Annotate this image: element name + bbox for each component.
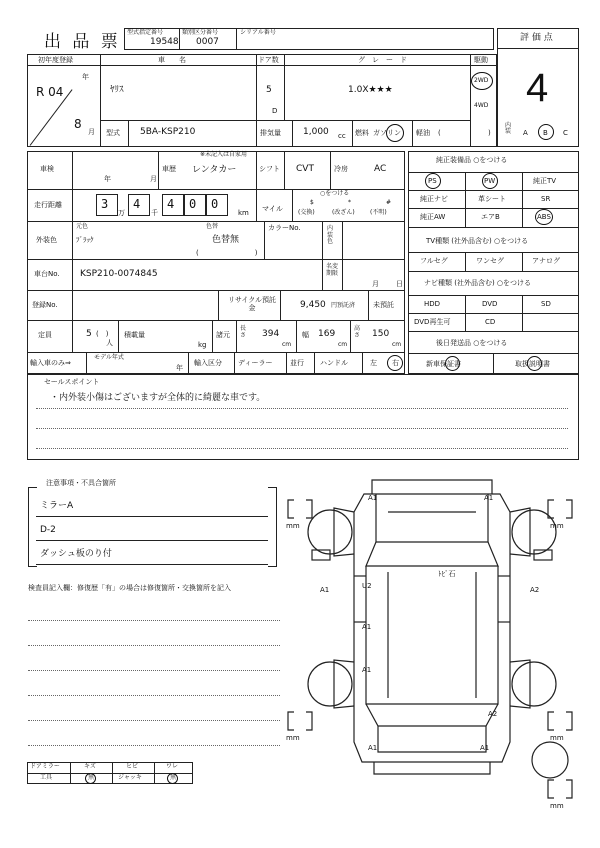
hood <box>376 494 488 542</box>
handle-left: 左 <box>370 359 377 367</box>
navi-title: ナビ種類 (社外品含む) ○をつける <box>424 279 532 287</box>
mile-label: マイル <box>262 205 283 213</box>
interior-grade-c: C <box>563 129 568 137</box>
type-label: 型式 <box>106 129 120 137</box>
tools-value: 無 <box>88 774 95 781</box>
mirror-label: ドアミラー <box>30 763 60 770</box>
genuine-title: 純正装備品 ○をつける <box>436 156 508 164</box>
roof-area <box>366 566 498 704</box>
mark-rear-bumper-l: A1 <box>368 744 378 752</box>
mark-rear-door-l: A1 <box>362 666 372 674</box>
mileage-unit-sen: 千 <box>151 209 158 217</box>
recycle-label: リサイクル預託金 <box>227 296 277 313</box>
mirror-break: ワレ <box>166 763 179 770</box>
mileage-digit-3: 4 <box>167 197 175 211</box>
ac-value: AC <box>374 164 387 174</box>
jack-value: 無 <box>170 774 177 781</box>
type-value: 5BA-KSP210 <box>140 127 196 137</box>
interior-grade-a: A <box>523 129 528 137</box>
mileage-digit-2: 4 <box>133 197 141 211</box>
chassis-value: KSP210-0074845 <box>80 269 158 279</box>
mark-front-fender-l: A1 <box>320 586 330 594</box>
navi-cd: CD <box>485 318 496 326</box>
mark-front-bumper-l: A1 <box>368 494 378 502</box>
name-change-day-unit: 日 <box>396 280 403 288</box>
odometer-note: ○をつける <box>320 190 350 197</box>
length-value: 394 <box>262 329 280 339</box>
light-oil-paren-close: ) <box>488 129 491 137</box>
wheel-fl <box>308 510 352 554</box>
category-label: 類別区分番号 <box>182 29 219 36</box>
import-type-label: 輸入区分 <box>194 359 222 367</box>
history-note: ※未記入は自家用 <box>200 151 248 158</box>
car-name: ﾔﾘｽ <box>110 85 124 95</box>
handle-label: ハンドル <box>320 359 348 367</box>
handle-right-circle <box>387 355 403 371</box>
note-item-1: ミラーA <box>40 501 74 511</box>
displacement-value: 1,000 <box>303 127 329 137</box>
mark-door-l: A1 <box>362 623 372 631</box>
navi-dvd-play: DVD再生可 <box>414 318 451 326</box>
capacity-value: 5 <box>86 329 92 339</box>
odometer-opt-tamper: (改ざん) <box>332 209 355 216</box>
mark-rear-bumper-r: A1 <box>480 744 490 752</box>
length-cm-unit: cm <box>282 341 292 348</box>
drive-2wd: 2WD <box>474 77 489 84</box>
dims-label: 諸元 <box>216 331 230 339</box>
shift-value: CVT <box>296 164 314 174</box>
tv-oneseg: ワンセグ <box>476 257 504 265</box>
drive-2wd-circle <box>471 72 493 90</box>
tv-analog: アナログ <box>532 257 560 265</box>
tire-bracket-fl <box>288 500 312 518</box>
trunk <box>378 726 486 752</box>
width-value: 169 <box>318 329 336 339</box>
mark-windshield: ﾄﾋﾞ石 <box>438 570 456 578</box>
import-label: 輸入車のみ⇒ <box>30 359 71 367</box>
equip-leather: 革シート <box>478 195 506 203</box>
inspection-month-unit: 月 <box>150 175 157 183</box>
grade-value: 1.0X★★★ <box>348 85 393 95</box>
orig-color-value: ﾌﾞﾗｯｸ <box>76 236 94 244</box>
mirror-scratch: キズ <box>84 763 96 770</box>
history-value: レンタカー <box>192 165 237 175</box>
wheel-spare <box>532 742 568 778</box>
navi-sd: SD <box>541 300 551 308</box>
name-change-month-unit: 月 <box>372 280 379 288</box>
equip-airbag: エアB <box>481 213 500 221</box>
details-table <box>27 151 405 374</box>
registration-label: 登録No. <box>32 301 58 309</box>
doors-label: ドア数 <box>258 56 279 64</box>
tools-label: 工具 <box>40 774 53 781</box>
tire-bracket-rl <box>288 712 312 730</box>
load-label: 積載量 <box>124 331 145 339</box>
capacity-label: 定員 <box>38 331 52 339</box>
repaint-paren: ( ) <box>196 249 258 257</box>
import-dealer: ディーラー <box>238 359 273 367</box>
interior-color-label: 内装色 <box>327 225 334 246</box>
doors-value: 5 <box>266 85 272 95</box>
mileage-digit-1: 3 <box>101 197 109 211</box>
mark-roof: U2 <box>362 582 372 590</box>
sales-point-label: セールスポイント <box>44 378 100 386</box>
height-value: 150 <box>372 329 390 339</box>
category-number: 0007 <box>196 37 219 47</box>
mm-fr: mm <box>550 522 564 530</box>
equip-navi: 純正ナビ <box>420 195 448 203</box>
mm-rr: mm <box>550 734 564 742</box>
color-no-label: カラーNo. <box>268 224 301 232</box>
mileage-digit-4: 0 <box>189 197 197 211</box>
car-name-label: 車 名 <box>158 56 186 64</box>
equip-abs: ABS <box>537 213 551 221</box>
first-reg-label: 初年度登録 <box>38 56 73 64</box>
mm-spare: mm <box>550 802 564 810</box>
odometer-opt-tamper-sym: * <box>348 199 351 206</box>
wheel-rr <box>512 662 556 706</box>
shift-label: シフト <box>259 165 280 173</box>
first-reg-year-unit: 年 <box>82 73 89 81</box>
drive-4wd: 4WD <box>474 102 489 109</box>
displacement-unit: cc <box>338 132 346 140</box>
mark-front-bumper-r: A1 <box>484 494 494 502</box>
recycle-status: 未預託 <box>373 301 394 309</box>
wheel-fr <box>512 510 556 554</box>
chassis-label: 車台No. <box>34 270 60 278</box>
door-type: D <box>272 107 278 115</box>
repaint-value: 色替無 <box>212 235 240 245</box>
wheel-rl <box>308 662 352 706</box>
note-item-2: D-2 <box>40 525 56 535</box>
inspection-label: 車検 <box>40 165 54 173</box>
width-label: 幅 <box>302 331 309 339</box>
fuel-label: 燃料 <box>355 129 369 137</box>
later-manual: 取扱説明書 <box>515 360 550 368</box>
later-title: 後日発送品 ○をつける <box>436 339 508 347</box>
name-change-label: 名変期限 <box>326 263 339 277</box>
equip-sr: SR <box>541 195 551 203</box>
equip-tv: 純正TV <box>533 177 557 185</box>
odometer-opt-unknown: (不明) <box>370 209 387 216</box>
note-item-3: ダッシュ板のり付 <box>40 549 112 559</box>
model-cert-label: 型式指定番号 <box>127 29 164 36</box>
light-oil-label: 軽油 <box>416 129 430 137</box>
rear-bumper <box>374 762 490 774</box>
model-cert-number: 19548 <box>150 37 179 47</box>
displacement-label: 排気量 <box>260 129 281 137</box>
tire-bracket-spare <box>548 780 572 798</box>
tire-bracket-rr <box>548 712 572 730</box>
equip-aw: 純正AW <box>420 213 446 221</box>
rating-value: 4 <box>526 66 549 110</box>
repaint-label: 色替 <box>206 223 219 230</box>
height-label: 高さ <box>354 325 361 339</box>
odometer-opt-unknown-sym: # <box>386 199 392 206</box>
width-cm-unit: cm <box>338 341 348 348</box>
light-oil-paren-open: ( <box>438 129 441 137</box>
grade-label: グ レ ー ド <box>358 56 407 64</box>
import-parallel: 並行 <box>290 359 304 367</box>
car-diagram <box>284 472 584 820</box>
front-bumper <box>372 480 492 494</box>
load-kg-unit: kg <box>198 341 207 349</box>
recycle-unit: 円預託済 <box>331 302 356 309</box>
ac-label: 冷房 <box>334 165 348 173</box>
inspector-label: 検査員記入欄：修復歴「有」の場合は修復箇所・交換箇所を記入 <box>28 584 231 592</box>
recycle-amount: 9,450 <box>300 300 326 310</box>
tv-title: TV種類 (社外品含む) ○をつける <box>426 237 529 245</box>
mileage-unit-km: km <box>238 209 249 217</box>
equip-ps: PS <box>428 177 437 185</box>
notes-title: 注意事項・不具合箇所 <box>46 479 116 487</box>
mark-rear-fender-r: A2 <box>488 710 498 718</box>
first-reg-year: R 04 <box>36 85 64 99</box>
odometer-opt-exchange-sym: $ <box>310 199 314 206</box>
color-label: 外装色 <box>36 236 57 244</box>
odometer-opt-exchange: (交換) <box>298 209 315 216</box>
car-body <box>354 494 510 762</box>
navi-hdd: HDD <box>424 300 441 308</box>
mirror-crack: ヒビ <box>126 763 139 770</box>
rear-window <box>366 704 498 726</box>
first-reg-month-unit: 月 <box>88 128 95 136</box>
serial-label: シリアル番号 <box>240 29 276 36</box>
capacity-unit: 人 <box>106 339 113 347</box>
mm-rl: mm <box>286 734 300 742</box>
drive-label: 駆動 <box>474 56 488 64</box>
mileage-digit-5: 0 <box>211 197 219 211</box>
windshield <box>366 542 498 566</box>
interior-label: 内装 <box>505 122 512 135</box>
orig-color-label: 元色 <box>76 223 89 230</box>
interior-grade-b: B <box>543 129 548 137</box>
mileage-unit-man: 万 <box>118 209 125 217</box>
length-label: 長さ <box>240 325 247 339</box>
fuel-circle <box>386 124 404 142</box>
mark-front-fender-r: A2 <box>530 586 540 594</box>
equip-pw: PW <box>484 177 496 185</box>
form-title: 出 品 票 <box>44 32 121 52</box>
history-label: 車歴 <box>162 165 176 173</box>
handle-right: 右 <box>392 359 399 367</box>
later-warranty: 新車保証書 <box>426 360 461 368</box>
height-cm-unit: cm <box>392 341 402 348</box>
tire-bracket-fr <box>548 500 572 518</box>
jack-label: ジャッキ <box>118 774 142 781</box>
first-reg-month: 8 <box>74 117 82 131</box>
rating-label: 評 価 点 <box>520 33 553 43</box>
interior-b-circle <box>538 124 554 140</box>
sales-point-text: ・内外装小傷はございますが全体的に綺麗な車です。 <box>50 393 266 403</box>
mm-fl: mm <box>286 522 300 530</box>
model-year-label: モデル年式 <box>94 354 124 361</box>
mileage-label: 走行距離 <box>34 201 62 209</box>
tv-fullseg: フルセグ <box>420 257 448 265</box>
fuel-value: ガソリン <box>373 129 401 137</box>
model-year-unit: 年 <box>176 364 183 372</box>
inspection-year-unit: 年 <box>104 175 111 183</box>
navi-dvd: DVD <box>482 300 498 308</box>
capacity-paren: ( ) <box>96 330 109 338</box>
